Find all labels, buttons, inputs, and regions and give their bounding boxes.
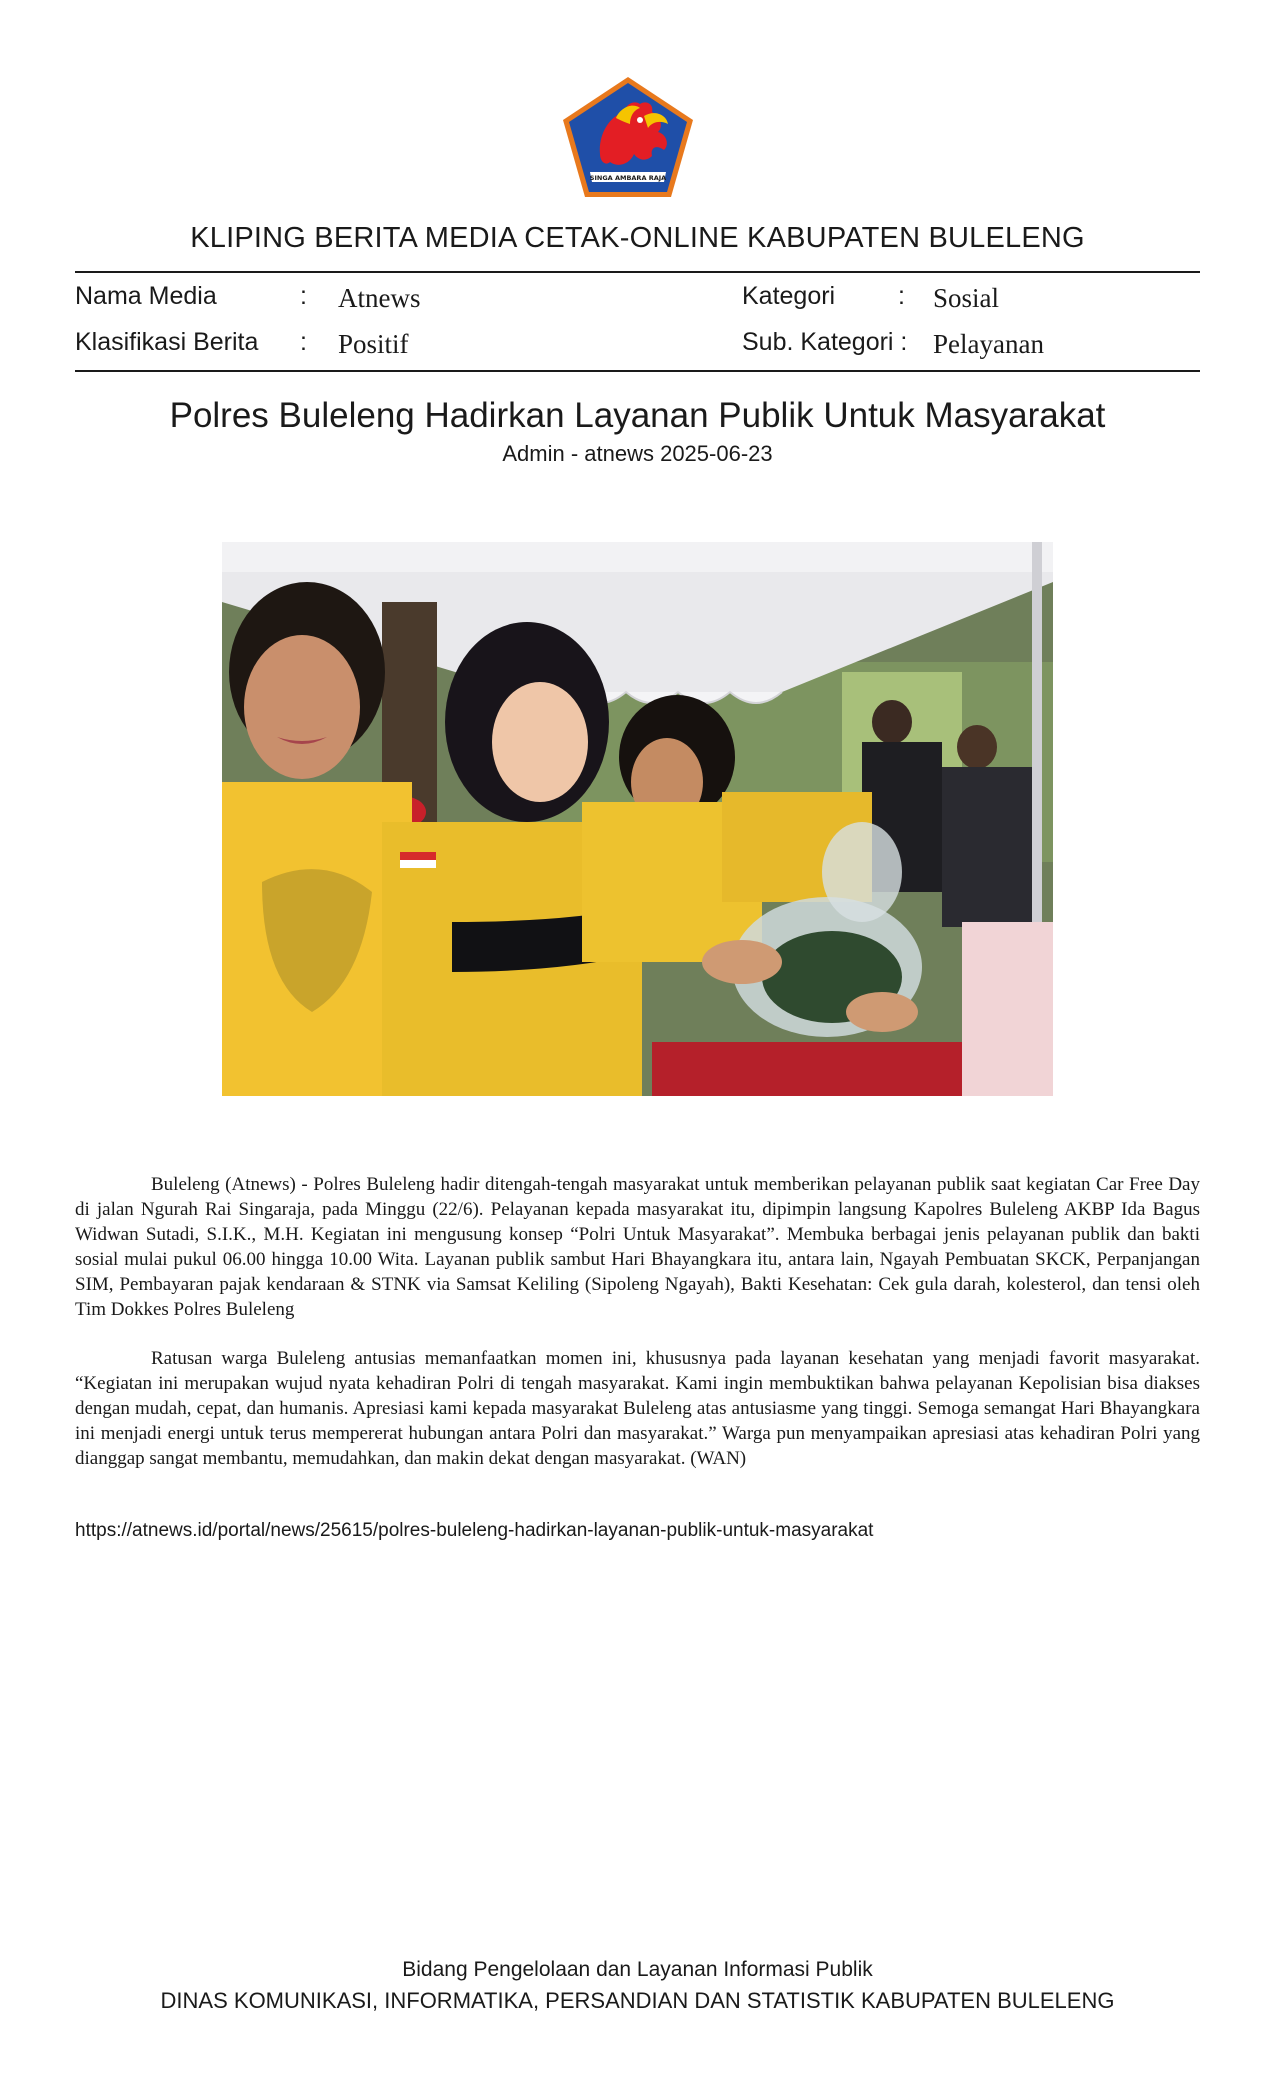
header-divider-top: [75, 271, 1200, 273]
classification-value: Positif: [338, 329, 409, 359]
media-name-label: Nama Media: [75, 282, 217, 310]
article-paragraph: Buleleng (Atnews) - Polres Buleleng hadir ditengah-tengah masyarakat untuk memberikan pelayanan publik saat kegiatan Car Free Day di jalan Ngurah Rai Singaraja, pada Minggu (22/6). Pelayanan kepada masyarakat itu, dipimpin langsung Kapolres Buleleng AKBP Ida Bagus Widwan Sutadi, S.I.K., M.H. Kegiatan ini mengusung konsep “Polri Untuk Masyarakat”. Membuka berbagai jenis pelayanan publik dan bakti sosial mulai pukul 06.00 hingga 10.00 Wita. Layanan publik sambut Hari Bhayangkara itu, antara lain, Ngayah Pembuatan SKCK, Perpanjangan SIM, Pembayaran pajak kendaraan & STNK via Samsat Keliling (Sipoleng Ngayah), Bakti Kesehatan: Cek gula darah, kolesterol, dan tensi oleh Tim Dokkes Polres Buleleng: [75, 1174, 1200, 1320]
sub-category-label: Sub. Kategori :: [742, 328, 908, 356]
news-photo-police-public-service-event: [222, 542, 1053, 1096]
media-name-colon: :: [300, 282, 307, 310]
footer-department: Bidang Pengelolaan dan Layanan Informasi Publik: [402, 1958, 873, 1981]
category-colon: :: [898, 282, 905, 310]
sub-category-value: Pelayanan: [933, 329, 1044, 359]
footer-agency: DINAS KOMUNIKASI, INFORMATIKA, PERSANDIAN DAN STATISTIK KABUPATEN BULELENG: [160, 1988, 1115, 2013]
article-paragraph: Ratusan warga Buleleng antusias memanfaatkan momen ini, khususnya pada layanan kesehatan yang menjadi favorit masyarakat. “Kegiatan ini merupakan wujud nyata kehadiran Polri di tengah masyarakat. Kami ingin membuktikan bahwa pelayanan Kepolisian bisa diakses dengan mudah, cepat, dan humanis. Apresiasi kami kepada masyarakat Buleleng atas antusiasme yang tinggi. Semoga semangat Hari Bhayangkara ini menjadi energi untuk terus mempererat hubungan antara Polri dan masyarakat.” Warga pun menyampaikan apresiasi atas kehadiran Polri yang dianggap sangat membantu, memudahkan, dan makin dekat dengan masyarakat. (WAN): [75, 1348, 1200, 1469]
source-link[interactable]: https://atnews.id/portal/news/25615/polres-buleleng-hadirkan-layanan-publik-untuk-masyarakat: [75, 1520, 874, 1541]
category-label: Kategori: [742, 282, 836, 310]
logo-text: SINGA AMBARA RAJA: [589, 174, 667, 182]
media-name-value: Atnews: [338, 283, 421, 313]
document-title: KLIPING BERITA MEDIA CETAK-ONLINE KABUPATEN BULELENG: [190, 222, 1085, 254]
article-headline: Polres Buleleng Hadirkan Layanan Publik Untuk Masyarakat: [169, 396, 1106, 435]
category-value: Sosial: [933, 283, 1000, 313]
article-byline: Admin - atnews 2025-06-23: [502, 441, 773, 466]
classification-label: Klasifikasi Berita: [75, 328, 259, 356]
header-divider-bottom: [75, 370, 1200, 372]
singa-ambara-raja-emblem-icon: [560, 74, 696, 200]
classification-colon: :: [300, 328, 307, 356]
